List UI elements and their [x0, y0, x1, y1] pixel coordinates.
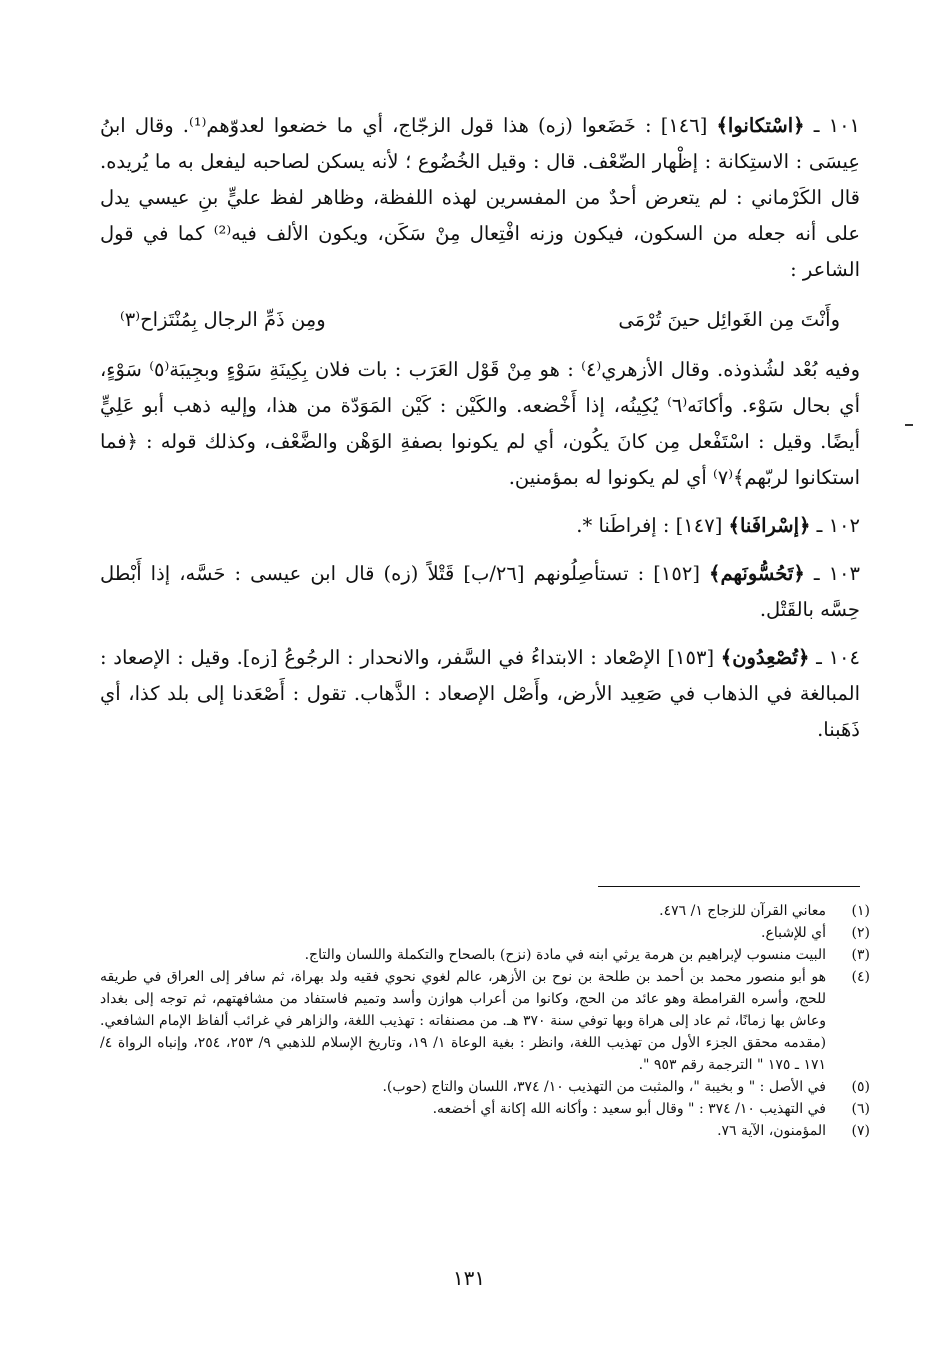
footnote	[100, 900, 870, 922]
footnote	[100, 944, 870, 966]
entry-number: ١٠٢ ـ	[816, 514, 860, 537]
entry-104	[100, 640, 860, 748]
entry-keyword: ﴿إسْرافَنا﴾	[728, 514, 811, 537]
footnote	[100, 922, 870, 944]
entry-text: [١٥٣] الإصْعاد : الابتداءُ في السَّفر، والانحدار : الرجُوعُ [زه]. وقيل : الإصعاد : المبالغة في الذهاب في صَعِيد الأرض، وأَصْل الإصعاد : الذَّهاب. تقول : أَصْعَدنا إلى بلد كذا، أي ذَهَبنا.	[100, 646, 860, 741]
entry-102	[100, 508, 860, 544]
poem-hemistich-left: ومِن ذَمِّ الرجال بِمُنْتَزاح⁽٣⁾	[120, 308, 326, 331]
footnote-number: (٢)	[851, 925, 870, 941]
footnote-number: (٧)	[851, 1123, 870, 1139]
entry-number: ١٠٤ ـ	[816, 646, 860, 669]
footnote	[100, 1076, 870, 1098]
entry-text: [١٤٧] : إفراطَنا *.	[576, 514, 729, 537]
footnote-text: معاني القرآن للزجاج ١/ ٤٧٦.	[659, 903, 826, 919]
footnote-number: (٤)	[851, 969, 870, 985]
entry-number: ١٠٣ ـ	[813, 562, 860, 585]
entry-103	[100, 556, 860, 628]
entry-101-continuation	[100, 352, 860, 496]
main-text	[100, 108, 860, 760]
footnote-number: (٥)	[851, 1079, 870, 1095]
footnote	[100, 966, 870, 1076]
poem-hemistich-right: وأَنْتَ مِن الغَوائِل حينَ تُرْمَى	[618, 308, 840, 331]
entry-101	[100, 108, 860, 288]
footnote-text: المؤمنون، الآية ٧٦.	[717, 1123, 826, 1139]
footnote-number: (٦)	[851, 1101, 870, 1117]
page-number: ١٣١	[452, 1266, 486, 1290]
footnote-text: أي للإشباع.	[761, 925, 826, 941]
footnote-text: البيت منسوب لإبراهيم بن هرمة يرثي ابنه في مادة (نزح) بالصحاح والتكملة واللسان والتاج.	[304, 947, 826, 963]
footnote-number: (٣)	[851, 947, 870, 963]
entry-text: [١٤٦] : خَضَعوا (زه) هذا قول الزجّاج، أي ما خضعوا لعدوّهم⁽¹⁾. وقال ابنُ عِيسَى : الاستِكانة : إظْهار الضّعْف. قال : وقيل الخُضُوع ؛ لأنه يسكن لصاحبه ليفعل به ما يُريده. قال الكَرْماني : لم يتعرض أحدٌ من المفسرين لهذه اللفظة، وظاهر لفظ عليٍّ بنِ عيسي يدل على أنه جعله من السكون، فيكون وزنه افْتِعال مِنْ سَكَن، ويكون الألف فيه⁽²⁾ كما في قول الشاعر :	[100, 114, 860, 281]
footnote	[100, 1098, 870, 1120]
entry-keyword: ﴿اسْتكانوا﴾	[716, 114, 805, 137]
footnote-number: (١)	[851, 903, 870, 919]
entry-keyword: ﴿تُصْعِدُون﴾	[720, 646, 810, 669]
footnote-separator	[598, 886, 860, 887]
entry-keyword: ﴿تَحُسُّونَهم﴾	[709, 562, 805, 585]
entry-text: [١٥٢] : تستأصِلُونهم [٢٦/ب] قَتْلاً (زه) قال ابن عيسى : حَسَّه، إذا أَبْطل حِسَّه بالقَتْل.	[100, 562, 860, 621]
footnote-text: في التهذيب ١٠/ ٣٧٤ : " وقال أبو سعيد : وأكانه الله إكانة أي أخضعه.	[432, 1101, 826, 1117]
footnote-text: هو أبو منصور محمد بن أحمد بن طلحة بن نوح بن الأزهر، عالم لغوي نحوي فقيه ولد بهراة، ثم سافر إلى العراق في طريقه للحج، وأسره القرامطة وهو عائد من الحج، وكانوا من أعراب هوازن وأسد وتميم فاستفاد من مشافهتهم، ثم توجه إلى بغداد وعاش بها زمانًا، ثم عاد إلى هراة وبها توفي سنة ٣٧٠ هـ. من مصنفاته : تهذيب اللغة، والزاهر في غرائب ألفاظ الإمام الشافعي. (مقدمه محقق الجزء الأول من تهذيب اللغة، وانظر : بغية الوعاة ١/ ١٩، وتاريخ الإسلام للذهبي ٩/ ٢٥٣، ٢٥٤، وإنباه الرواة ٤/ ١٧١ ـ ١٧٥ " الترجمة رقم ٩٥٣ ".	[100, 969, 827, 1073]
footnotes	[100, 900, 870, 1142]
entry-text: وفيه بُعْد لشُذوذه. وقال الأزهري⁽٤⁾ : هو مِنْ قَوْل العَرَب : بات فلان بِكِينَةِ سَوْءٍ وبجِيبَة⁽٥⁾ سَوْءٍ، أي بحال سَوْء. وأكانَه⁽٦⁾ يُكِينُه، إذا أَخْضعه. والكَيْن : كَيْن المَوَدّة من هذا، وإليه ذهب أبو عَلِيٍّ أيضًا. وقيل : اسْتَفْعل مِن كانَ يكُون، أي لم يكونوا بصفةِ الوَهْن والضَّعْف، وكذلك قوله : ﴿فما استكانوا لربّهم﴾⁽٧⁾ أي لم يكونوا له بمؤمنين.	[100, 358, 860, 489]
margin-mark	[905, 424, 913, 426]
footnote-text: في الأصل : " و بخيبة "، والمثبت من التهذيب ١٠/ ٣٧٤، اللسان والتاج (حوب).	[382, 1079, 826, 1095]
entry-number: ١٠١ ـ	[813, 114, 861, 137]
poem-verse	[120, 302, 840, 338]
footnote	[100, 1120, 870, 1142]
